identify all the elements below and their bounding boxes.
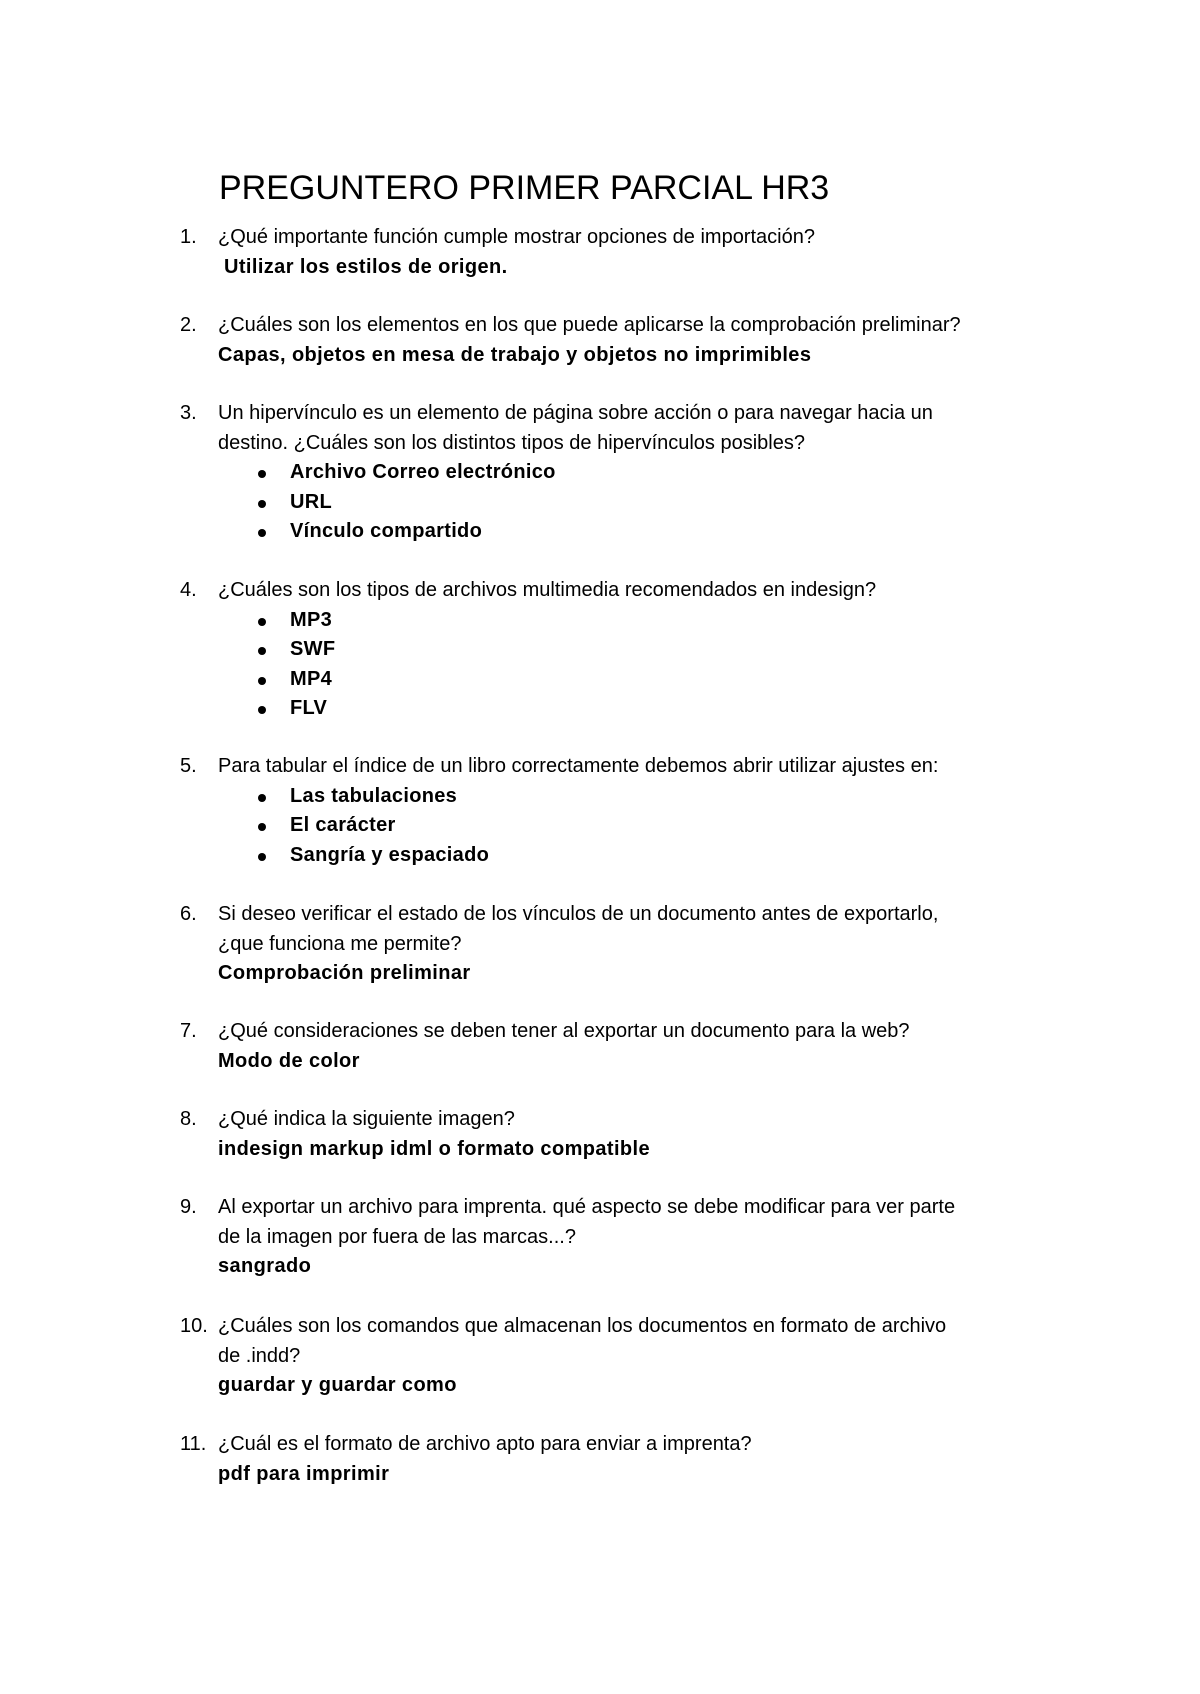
answer-text: Archivo Correo electrónico: [290, 461, 556, 483]
question-number: 7.: [180, 1020, 197, 1042]
question-item: [180, 1017, 1060, 1076]
answer-text: SWF: [290, 638, 336, 660]
question-text: ¿Cuáles son los elementos en los que puede aplicarse la comprobación preliminar?: [218, 314, 961, 336]
list-item: [218, 665, 1060, 695]
bullet-icon: [258, 823, 266, 831]
question-text: ¿Cuáles son los comandos que almacenan los documentos en formato de archivo: [218, 1315, 947, 1337]
question-item: [180, 576, 1060, 724]
question-item: [180, 1105, 1060, 1164]
question-number: 3.: [180, 402, 197, 424]
question-number: 4.: [180, 579, 197, 601]
question-text: ¿Qué consideraciones se deben tener al exportar un documento para la web?: [218, 1020, 910, 1042]
bullet-icon: [258, 529, 266, 537]
list-item: [218, 811, 1060, 841]
question-number: 10.: [180, 1315, 208, 1337]
answer-list: [218, 782, 1060, 871]
answer-text: El carácter: [290, 814, 396, 836]
answer-text: Utilizar los estilos de origen.: [224, 255, 508, 278]
question-item: [180, 223, 1060, 282]
answer-text: MP3: [290, 608, 333, 631]
question-text: ¿Qué indica la siguiente imagen?: [218, 1108, 515, 1130]
question-item: [180, 399, 1060, 547]
answer-text: Modo de color: [218, 1049, 360, 1072]
bullet-icon: [258, 853, 266, 861]
list-item: [218, 635, 1060, 665]
bullet-icon: [258, 794, 266, 802]
bullet-icon: [258, 618, 266, 626]
answer-list: [218, 458, 1060, 547]
question-text: destino. ¿Cuáles son los distintos tipos de hipervínculos posibles?: [218, 431, 805, 454]
question-text: ¿Cuál es el formato de archivo apto para enviar a imprenta?: [218, 1433, 752, 1455]
question-number: 2.: [180, 314, 197, 336]
question-text: Al exportar un archivo para imprenta. qué aspecto se debe modificar para ver parte: [218, 1196, 956, 1218]
answer-list: [218, 606, 1060, 724]
page-title: PREGUNTERO PRIMER PARCIAL HR3: [219, 168, 830, 207]
question-text: de .indd?: [218, 1344, 301, 1367]
question-item: [180, 752, 1060, 870]
question-text: ¿Qué importante función cumple mostrar opciones de importación?: [218, 226, 815, 248]
list-item: [218, 841, 1060, 871]
question-number: 11.: [180, 1433, 207, 1455]
question-number: 9.: [180, 1196, 197, 1218]
answer-text: URL: [290, 490, 333, 513]
question-number: 1.: [180, 226, 197, 248]
question-item: [180, 1430, 1060, 1489]
bullet-icon: [258, 706, 266, 714]
answer-text: Sangría y espaciado: [290, 843, 490, 866]
bullet-icon: [258, 677, 266, 685]
question-number: 8.: [180, 1108, 197, 1130]
answer-text: Comprobación preliminar: [218, 962, 471, 984]
question-item: [180, 1193, 1060, 1282]
question-text: Si deseo verificar el estado de los vínculos de un documento antes de exportarlo,: [218, 903, 939, 925]
answer-text: pdf para imprimir: [218, 1462, 390, 1485]
list-item: [218, 694, 1060, 724]
question-text: ¿que funciona me permite?: [218, 932, 462, 955]
answer-text: FLV: [290, 697, 328, 719]
question-number: 5.: [180, 755, 197, 777]
list-item: [218, 488, 1060, 518]
question-text: Para tabular el índice de un libro correctamente debemos abrir utilizar ajustes en:: [218, 755, 939, 777]
question-text: de la imagen por fuera de las marcas...?: [218, 1225, 576, 1248]
answer-text: Las tabulaciones: [290, 784, 458, 807]
answer-text: indesign markup idml o formato compatible: [218, 1137, 651, 1160]
bullet-icon: [258, 500, 266, 508]
list-item: [218, 782, 1060, 812]
answer-text: guardar y guardar como: [218, 1374, 457, 1396]
question-item: [180, 311, 1060, 370]
question-text: Un hipervínculo es un elemento de página sobre acción o para navegar hacia un: [218, 402, 933, 424]
question-text: ¿Cuáles son los tipos de archivos multimedia recomendados en indesign?: [218, 579, 877, 601]
answer-text: Capas, objetos en mesa de trabajo y objetos no imprimibles: [218, 343, 812, 366]
question-number: 6.: [180, 903, 197, 925]
question-item: [180, 900, 1060, 989]
list-item: [218, 458, 1060, 488]
answer-text: sangrado: [218, 1255, 312, 1277]
bullet-icon: [258, 647, 266, 655]
list-item: [218, 606, 1060, 636]
bullet-icon: [258, 470, 266, 478]
answer-text: Vínculo compartido: [290, 520, 483, 542]
answer-text: MP4: [290, 667, 333, 690]
question-item: [180, 1312, 1060, 1401]
list-item: [218, 517, 1060, 547]
